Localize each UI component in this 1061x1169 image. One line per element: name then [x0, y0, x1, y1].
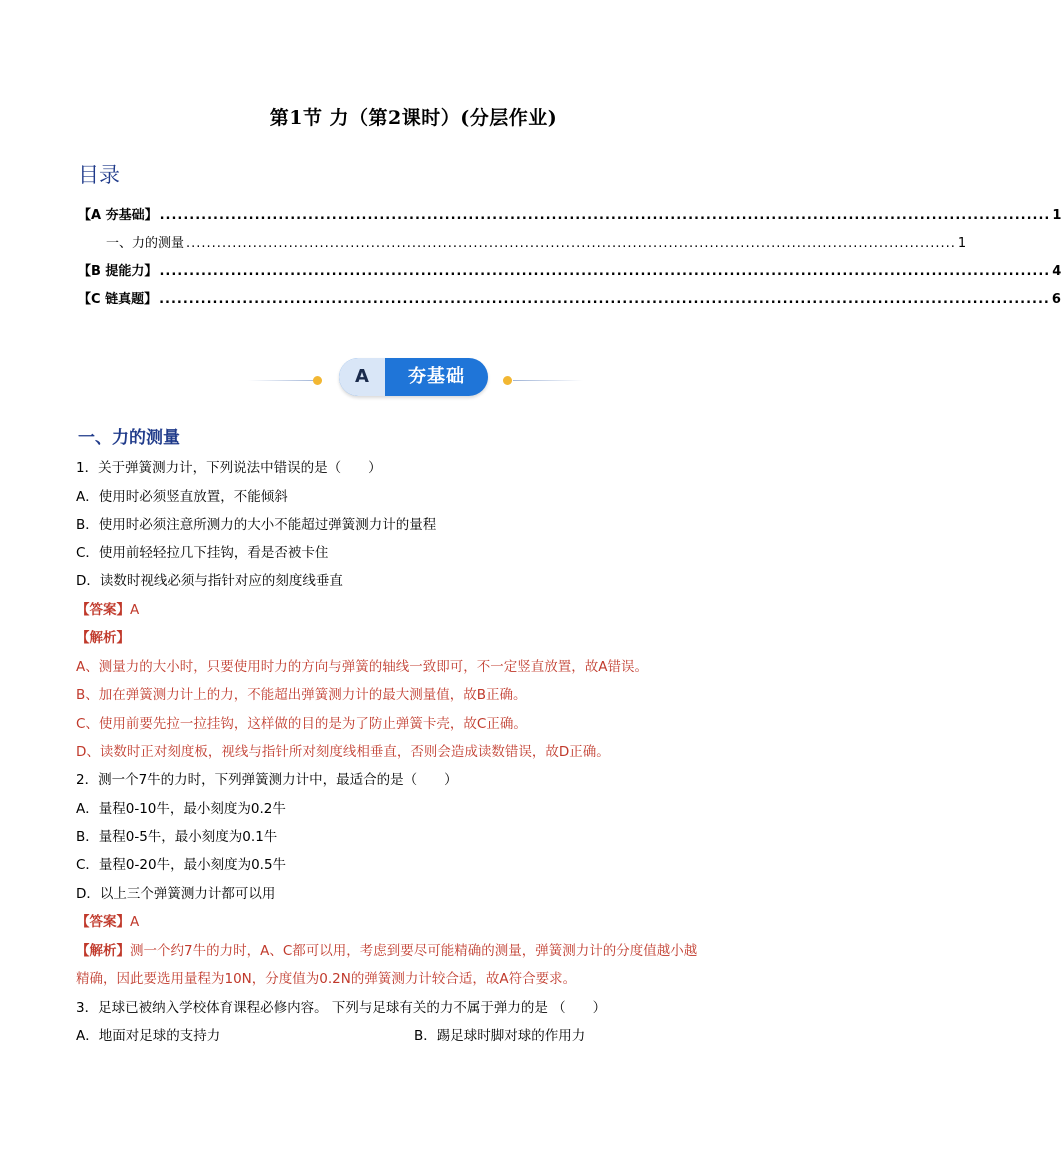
toc-entry-c[interactable]	[78, 288, 1061, 308]
toc-entry-page: 1	[957, 236, 967, 251]
toc-entry-page: 4	[1052, 264, 1061, 279]
banner-dot-left	[313, 376, 322, 385]
banner-letter: A	[339, 358, 385, 396]
question-2-stem: 2．测一个7牛的力时，下列弹簧测力计中，最适合的是（ ）	[76, 772, 458, 788]
banner-text: 夯基础	[408, 366, 465, 387]
question-2-option-b: B．量程0-5牛，最小刻度为0.1牛	[76, 829, 278, 845]
question-1-analysis-c: C、使用前要先拉一拉挂钩，这样做的目的是为了防止弹簧卡壳，故C正确。	[76, 716, 527, 732]
analysis-text: 测一个约7牛的力时，A、C都可以用，考虑到要尽可能精确的测量，弹簧测力计的分度值越小越	[130, 943, 698, 959]
banner-line-right	[513, 380, 583, 381]
toc-entry-measure[interactable]	[106, 232, 967, 252]
toc-entry-b[interactable]	[78, 260, 1061, 280]
toc-leader: ......................................................................................................................................................	[186, 236, 956, 251]
section-banner	[339, 358, 488, 396]
question-1-answer	[76, 600, 139, 620]
banner-line-left	[248, 380, 318, 381]
toc-entry-a[interactable]	[78, 204, 1061, 224]
answer-label: 【答案】	[76, 602, 130, 618]
banner-dot-right	[503, 376, 512, 385]
toc-entry-label: 一、力的测量	[106, 236, 185, 251]
answer-value: A	[130, 602, 140, 618]
question-2-option-c: C．量程0-20牛，最小刻度为0.5牛	[76, 857, 287, 873]
question-1-analysis-b: B、加在弹簧测力计上的力，不能超出弹簧测力计的最大测量值，故B正确。	[76, 687, 527, 703]
question-3-stem: 3．足球已被纳入学校体育课程必修内容。 下列与足球有关的力不属于弹力的是 （ ）	[76, 1000, 607, 1016]
question-1-option-d: D．读数时视线必须与指针对应的刻度线垂直	[76, 573, 343, 589]
answer-label: 【答案】	[76, 914, 130, 930]
question-2-option-d: D．以上三个弹簧测力计都可以用	[76, 886, 276, 902]
toc-entry-label: 【A 夯基础】	[78, 208, 158, 223]
question-1-analysis-a: A、测量力的大小时，只要使用时力的方向与弹簧的轴线一致即可，不一定竖直放置，故A错误。	[76, 659, 648, 675]
analysis-label: 【解析】	[76, 943, 130, 959]
toc-entry-label: 【C 链真题】	[78, 292, 158, 307]
question-1-analysis-label: 【解析】	[76, 630, 130, 646]
toc-leader: ......................................................................................................................................................	[159, 292, 1050, 307]
toc-heading: 目录	[78, 163, 120, 187]
toc-leader: ......................................................................................................................................................	[159, 264, 1051, 279]
question-3-option-b: B．踢足球时脚对球的作用力	[414, 1028, 586, 1044]
question-1-analysis-d: D、读数时正对刻度板，视线与指针所对刻度线相垂直，否则会造成读数错误，故D正确。	[76, 744, 610, 760]
question-3-option-a: A．地面对足球的支持力	[76, 1028, 221, 1044]
question-2-option-a: A．量程0-10牛，最小刻度为0.2牛	[76, 801, 286, 817]
section-heading: 一、力的测量	[78, 428, 180, 448]
question-2-analysis-line-2: 精确，因此要选用量程为10N，分度值为0.2N的弹簧测力计较合适，故A符合要求。	[76, 971, 577, 987]
toc-entry-page: 6	[1051, 292, 1061, 307]
answer-value: A	[130, 914, 140, 930]
toc-entry-label: 【B 提能力】	[78, 264, 158, 279]
toc-entry-page: 1	[1052, 208, 1061, 223]
question-1-stem: 1．关于弹簧测力计，下列说法中错误的是（ ）	[76, 460, 382, 476]
question-1-option-c: C．使用前轻轻拉几下挂钩，看是否被卡住	[76, 545, 329, 561]
question-1-option-a: A．使用时必须竖直放置，不能倾斜	[76, 489, 288, 505]
question-2-answer	[76, 912, 139, 932]
toc-leader: ......................................................................................................................................................	[159, 208, 1051, 223]
question-2-analysis-line-1	[76, 941, 697, 961]
page-title: 第1节 力（第2课时）(分层作业)	[269, 107, 558, 129]
question-1-option-b: B．使用时必须注意所测力的大小不能超过弹簧测力计的量程	[76, 517, 437, 533]
